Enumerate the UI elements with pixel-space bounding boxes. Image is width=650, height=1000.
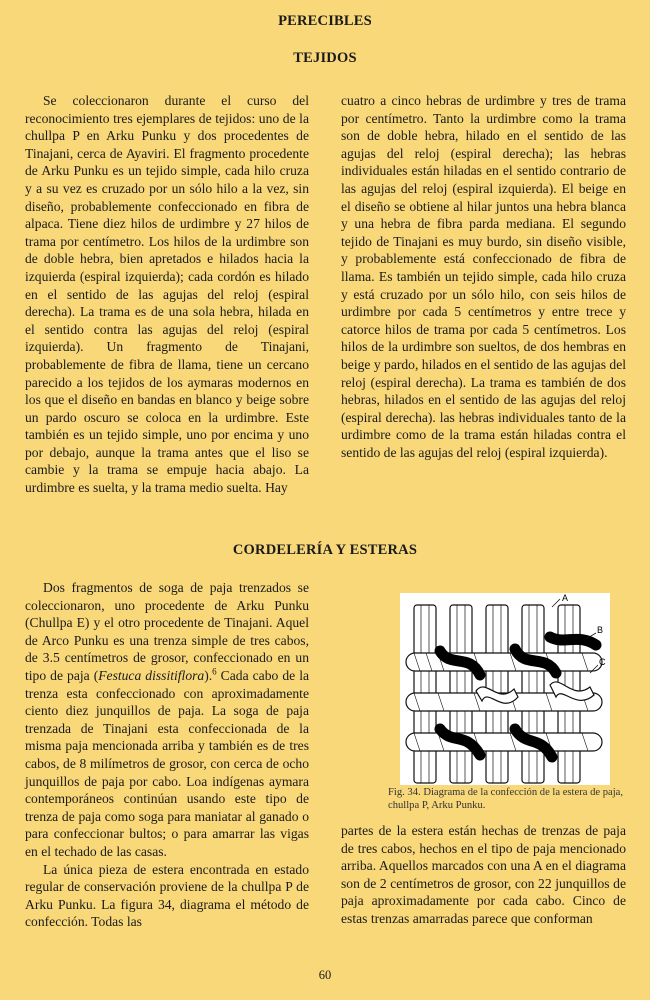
figure-label-c: C: [599, 657, 606, 667]
tejidos-left-column: [25, 92, 309, 497]
cordeleria-paragraph-1: [25, 579, 309, 861]
tejidos-paragraph-1-continued: cuatro a cinco hebras de urdimbre y tres de trama por centímetro. Tanto la urdimbre como la trama son de doble hebra, hilado en el sentido de las agujas del reloj (espiral derecha); las hebras individuales están hiladas en el sentido contrario de las agujas del reloj (espiral izquierda). El beige en el diseño se obtiene al hilar juntos una hebra blanca y una hebra de fibra parda mediana. El segundo tejido de Tinajani es muy burdo, sin diseño visible, y probablemente está confeccionado de fibra de llama. Es también un tejido simple, cada hilo cruza y está cruzado por un sólo hilo, con seis hilos de urdimbre por cada 5 centímetros y entre trece y catorce hilos de trama por cada 5 centímetros. Los hilos de la urdimbre son sueltos, de dos hembras en beige y pardo, hilados en el sentido de las agujas del reloj (espiral derecha). La trama es también de dos hebras, hilados en el sentido de las agujas del reloj (espiral derecha). las hebras individuales tanto de la urdimbre como de la trama están hiladas contra el sentido de las agujas del reloj (espiral izquierda).: [341, 93, 627, 460]
subsection-title-tejidos: TEJIDOS: [293, 50, 357, 66]
paragraph-text: Dos fragmentos de soga de paja trenzados se coleccionaron, uno procedente de Arku Punku (Chullpa E) y el otro procedente de Tinajani. Aquel de Arco Punku es una trenza simple de tres cabos, de 3.5 centímetros de grosor, confeccionado en un tipo de paja (: [25, 580, 309, 683]
footnote-ref: 6: [212, 666, 217, 677]
paragraph-text: Cada cabo de la trenza esta confeccionado con aproximadamente ciento diez junquillos de paja. La soga de paja trenzada de Tinajani esta confeccionada de la misma paja mencionada arriba y también es de tres cabos, de 8 milímetros de grosor, con cerca de ocho junquillos de paja por cabo. Loa indígenas aymara contemporáneos continúan usando este tipo de trenza de paja como soga para maniatar al ganado o para confeccionar bultos; o para amarrar las vigas en el techado de las casas.: [25, 667, 309, 859]
section-title: PERECIBLES: [278, 13, 372, 29]
mat-weave-diagram: [400, 593, 610, 785]
figure-label-b: B: [597, 625, 604, 635]
paragraph-text: ).: [204, 667, 213, 683]
page-number: 60: [318, 968, 332, 982]
tejidos-paragraph-1: Se coleccionaron durante el curso del reconocimiento tres ejemplares de tejidos: uno de la chullpa P en Arku Punku y dos procedentes de Tinajani, cerca de Ayaviri. El fragmento procedente de Arku Punku es un tejido simple, cada hilo cruza y a su vez es cruzado por un sólo hilo a la vez, sin diseño, probablemente confeccionado en fibra de alpaca. Tiene diez hilos de urdimbre y 27 hilos de trama por centímetro. Los hilos de la urdimbre son de doble hebra, bien apretados e hilados hacia la izquierda (espiral izquierda); cada cordón es hilado en el sentido de las agujas del reloj (espiral derecha). La trama es de una sola hebra, hilada en el sentido contra las agujas del reloj (espiral izquierda). Un fragmento de Tinajani, probablemente de fibra de llama, tiene un cercano parecido a los tejidos de los aymaras modernos en los que el diseño en bandas en blanco y beige sobre un pardo oscuro se coloca en la urdimbre. Este también es un tejido simple, uno por encima y uno por debajo, aunque la trama antes que el liso se cambie y la trama se empuje hacia abajo. La urdimbre es suelta, y la trama medio suelta. Hay: [25, 93, 309, 496]
tejidos-right-column: [341, 92, 626, 461]
figure-34-diagram: [400, 593, 610, 785]
figure-caption: Fig. 34. Diagrama de la confección de la estera de paja, chullpa P, Arku Punku.: [388, 787, 624, 811]
cordeleria-paragraph-2: La única pieza de estera encontrada en estado regular de conservación proviene de la chullpa P de Arku Punku. La figura 34, diagrama el método de confección. Todas las: [25, 861, 309, 930]
species-name: Festuca dissitiflora: [98, 667, 205, 683]
cordeleria-right-column: [341, 822, 626, 928]
figure-label-a: A: [562, 593, 569, 603]
cordeleria-left-column: [25, 579, 309, 931]
subsection-title-cordeleria: CORDELERÍA Y ESTERAS: [232, 542, 418, 558]
cordeleria-paragraph-2-continued: partes de la estera están hechas de trenzas de paja de tres cabos, hechos en el tipo de paja mencionado arriba. Aquellos marcados con una A en el diagrama son de 2 centímetros de grosor, con 22 junquillos de paja aproximadamente por cada cabo. Cinco de estas trenzas amarradas parece que conforman: [341, 823, 626, 926]
